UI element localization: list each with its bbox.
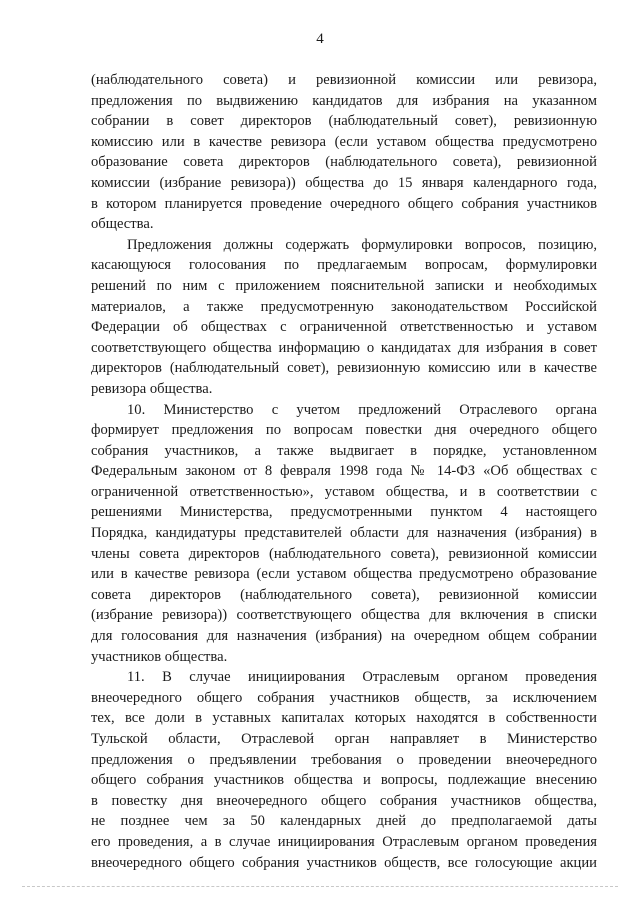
text-line: комиссию или в качестве ревизора (если уставом общества предусмотрено: [91, 133, 597, 150]
text-line: не позднее чем за 50 календарных дней до предполагаемой даты: [91, 813, 597, 830]
text-line: Тульской области, Отраслевой орган направляет в Министерство: [91, 731, 597, 747]
text-line: комиссии (избрание ревизора)) общества до 15 января календарного года,: [91, 174, 597, 191]
text-line: Порядка, кандидатуры представителей области для назначения (избрания) в: [91, 525, 597, 542]
text-line: совета директоров (наблюдательного совета), ревизионной комиссии: [91, 586, 597, 603]
paragraph-item-10: [91, 400, 597, 668]
paragraph-continuation: [91, 70, 597, 235]
text-line: внеочередного общего собрания участников обществ, все голосующие акции: [91, 854, 597, 871]
text-line: члены совета директоров (наблюдательного совета), ревизионной комиссии: [91, 545, 597, 562]
text-line: собрания участников, а также выдвигает в порядке, установленном: [91, 442, 597, 459]
text-line: (избрание ревизора)) соответствующего общества для включения в списки: [91, 607, 597, 624]
text-line: касающуюся голосования по предлагаемым вопросам, формулировки: [91, 257, 597, 274]
document-body: [91, 70, 597, 873]
text-line: (наблюдательного совета) и ревизионной комиссии или ревизора,: [91, 72, 597, 88]
scan-footer-divider: [22, 886, 618, 887]
text-line: общего собрания участников общества и вопросы, подлежащие внесению: [91, 772, 597, 789]
text-line: предложения о предъявлении требования о проведении внеочередного: [91, 751, 597, 768]
paragraph-item-11: [91, 667, 597, 873]
text-line: внеочередного общего собрания участников обществ, за исключением: [91, 689, 597, 706]
text-line: или в качестве ревизора (если уставом общества предусмотрено образование: [91, 566, 597, 583]
text-line: предложения по выдвижению кандидатов для избрания на указанном: [91, 92, 597, 109]
text-line: Федеральным законом от 8 февраля 1998 года № 14-ФЗ «Об обществах с: [91, 463, 597, 480]
text-line: Предложения должны содержать формулировки вопросов, позицию,: [127, 236, 597, 253]
text-line: Федерации об обществах с ограниченной ответственностью и уставом: [91, 319, 597, 336]
text-line: формирует предложения по вопросам повестки дня очередного общего: [91, 422, 597, 439]
page-number: 4: [316, 31, 324, 47]
text-line: в повестку дня внеочередного общего собрания участников общества,: [91, 792, 597, 809]
paragraph-proposals-content: [91, 235, 597, 400]
text-line: его проведения, а в случае инициирования Отраслевым органом проведения: [91, 833, 597, 850]
text-line: ревизора общества.: [91, 380, 213, 397]
text-line: тех, все доли в уставных капиталах которых находятся в собственности: [91, 710, 597, 727]
text-line: собрании в совет директоров (наблюдательный совет), ревизионную: [91, 113, 597, 130]
text-line: ограниченной ответственностью», уставом общества, и в соответствии с: [91, 483, 597, 500]
text-line: 10. Министерство с учетом предложений Отраслевого органа: [127, 401, 597, 418]
text-line: решений по ним с приложением пояснительной записки и необходимых: [91, 277, 597, 294]
text-line: соответствующего общества информацию о кандидатах для избрания в совет: [91, 339, 597, 356]
text-line: в котором планируется проведение очередного общего собрания участников: [91, 195, 597, 212]
text-line: материалов, а также предусмотренную законодательством Российской: [91, 298, 597, 315]
text-line: решениями Министерства, предусмотренными пунктом 4 настоящего: [91, 504, 597, 521]
text-line: образование совета директоров (наблюдательного совета), ревизионной: [91, 154, 597, 171]
text-line: директоров (наблюдательный совет), ревизионную комиссию или в качестве: [91, 360, 597, 377]
text-line: 11. В случае инициирования Отраслевым органом проведения: [127, 669, 597, 686]
text-line: общества.: [91, 216, 154, 233]
text-line: участников общества.: [91, 648, 228, 665]
text-line: для голосования для назначения (избрания) на очередном общем собрании: [91, 628, 597, 645]
